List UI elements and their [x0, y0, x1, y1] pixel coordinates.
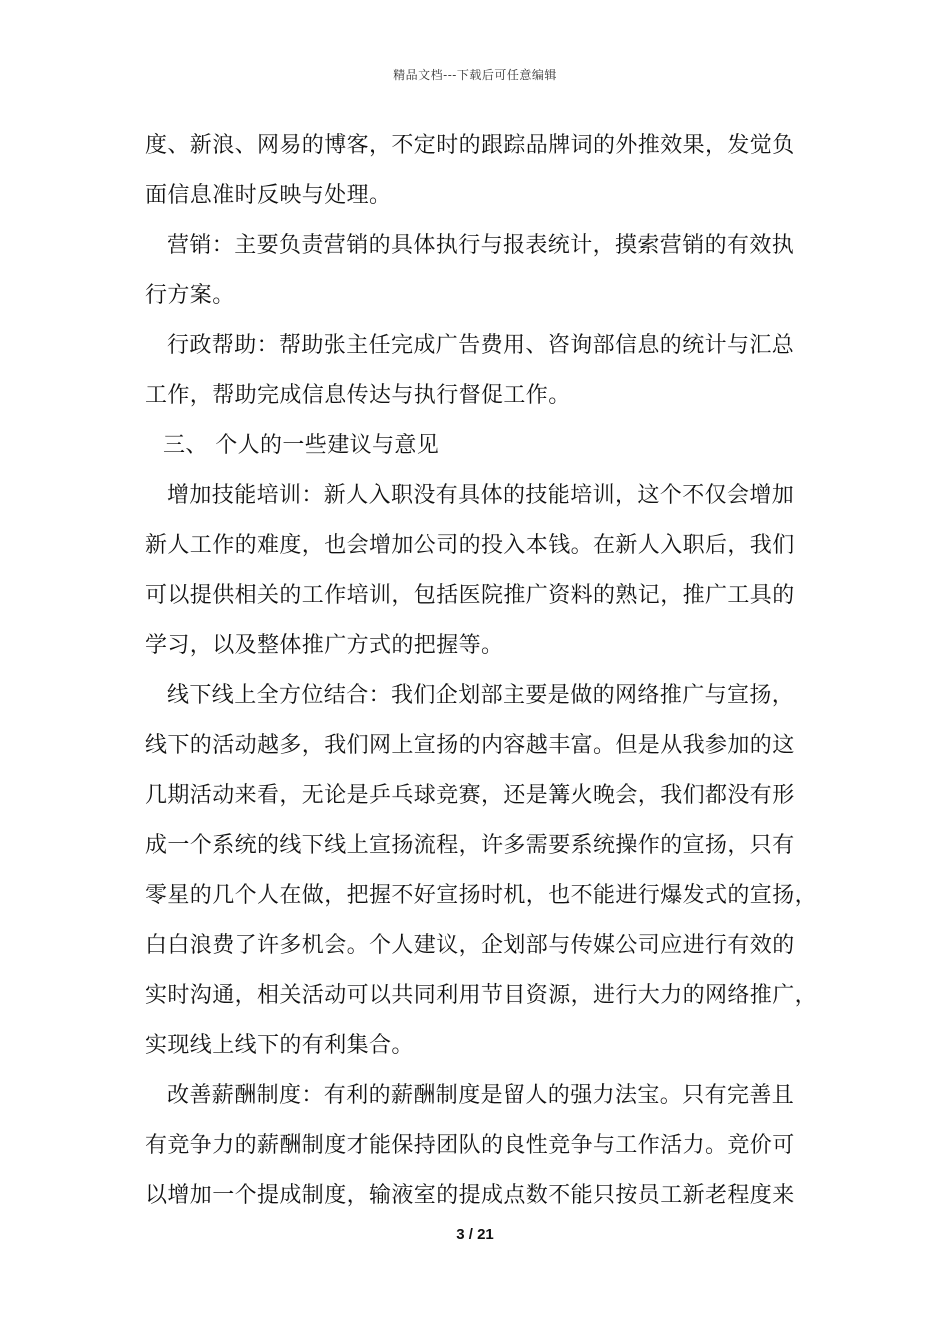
- text-line: 营销：主要负责营销的具体执行与报表统计，摸索营销的有效执: [167, 233, 795, 258]
- text-line: 面信息准时反映与处理。: [145, 183, 392, 208]
- text-line: 可以提供相关的工作培训，包括医院推广资料的熟记，推广工具的: [145, 583, 795, 608]
- text-line: 增加技能培训：新人入职没有具体的技能培训，这个不仅会增加: [167, 483, 795, 508]
- text-line: 行政帮助：帮助张主任完成广告费用、咨询部信息的统计与汇总: [167, 333, 795, 358]
- text-line: 零星的几个人在做，把握不好宣扬时机，也不能进行爆发式的宣扬，: [145, 883, 818, 908]
- text-line: 成一个系统的线下线上宣扬流程，许多需要系统操作的宣扬，只有: [145, 833, 795, 858]
- text-line: 以增加一个提成制度，输液室的提成点数不能只按员工新老程度来: [145, 1183, 795, 1208]
- text-line: 新人工作的难度，也会增加公司的投入本钱。在新人入职后，我们: [145, 533, 795, 558]
- text-line: 几期活动来看，无论是乒乓球竞赛，还是篝火晚会，我们都没有形: [145, 783, 795, 808]
- text-line: 行方案。: [145, 283, 235, 308]
- page-header: 精品文档---下载后可任意编辑: [393, 68, 557, 82]
- text-line: 实时沟通，相关活动可以共同利用节目资源，进行大力的网络推广，: [145, 983, 818, 1008]
- text-line: 实现线上线下的有利集合。: [145, 1033, 414, 1058]
- text-line: 线下的活动越多，我们网上宣扬的内容越丰富。但是从我参加的这: [145, 733, 795, 758]
- text-line: 线下线上全方位结合：我们企划部主要是做的网络推广与宣扬，: [167, 683, 795, 708]
- text-line: 白白浪费了许多机会。个人建议，企划部与传媒公司应进行有效的: [145, 933, 795, 958]
- text-line: 学习，以及整体推广方式的把握等。: [145, 633, 504, 658]
- page-number: 3 / 21: [456, 1226, 494, 1243]
- text-line: 有竞争力的薪酬制度才能保持团队的良性竞争与工作活力。竞价可: [145, 1133, 795, 1158]
- text-line: 改善薪酬制度：有利的薪酬制度是留人的强力法宝。只有完善且: [167, 1083, 795, 1108]
- text-line: 度、新浪、网易的博客，不定时的跟踪品牌词的外推效果，发觉负: [145, 133, 795, 158]
- text-line: 工作，帮助完成信息传达与执行督促工作。: [145, 383, 571, 408]
- section-heading: 三、 个人的一些建议与意见: [163, 433, 440, 458]
